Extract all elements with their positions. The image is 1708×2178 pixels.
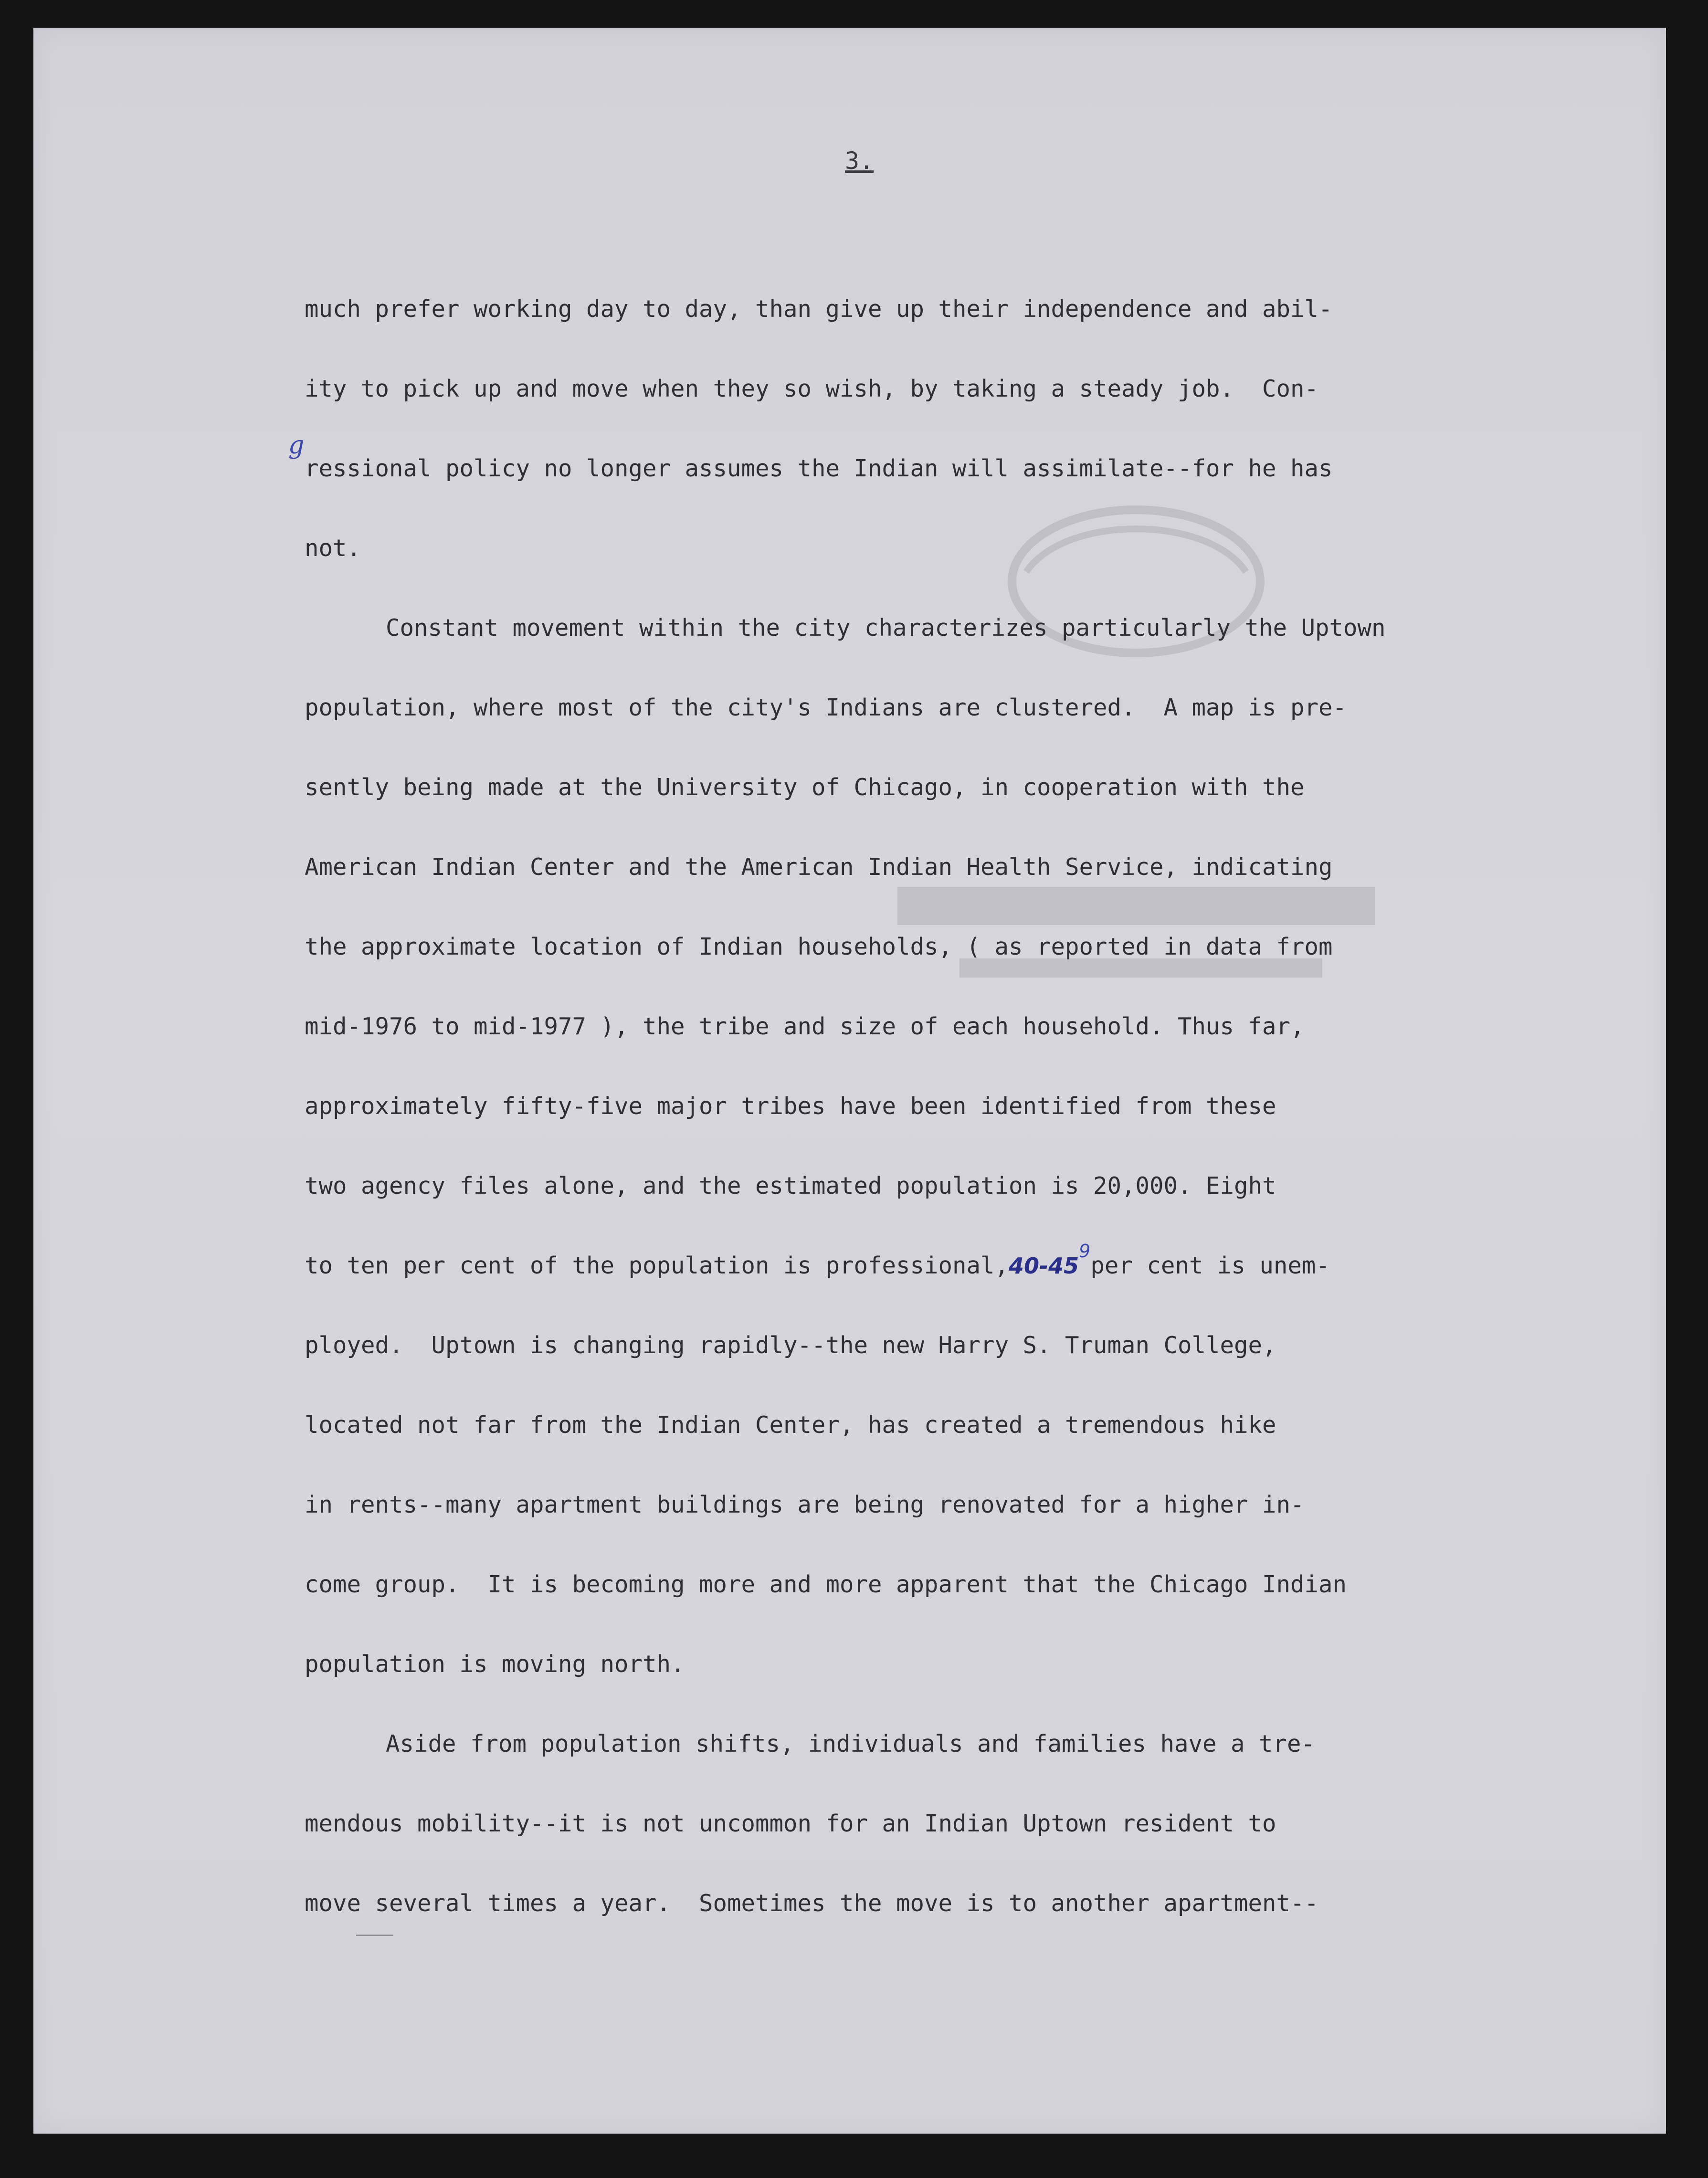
paragraph-start-line: Aside from population shifts, individuals and families have a tre-: [386, 1730, 1316, 1757]
paper-sheet: [33, 28, 1666, 2134]
text-line: mid-1976 to mid-1977 ), the tribe and size of each household. Thus far,: [305, 1013, 1305, 1040]
handwritten-superscript: 9: [1079, 1241, 1091, 1262]
text-line: located not far from the Indian Center, has created a tremendous hike: [305, 1411, 1276, 1439]
text-line: ressional policy no longer assumes the Indian will assimilate--for he has: [305, 455, 1333, 482]
text-line: ployed. Uptown is changing rapidly--the new Harry S. Truman College,: [305, 1332, 1276, 1359]
text-line-with-handwritten-insert: [305, 1226, 1603, 1305]
typed-body-text: [305, 269, 1603, 1943]
text-line: two agency files alone, and the estimated population is 20,000. Eight: [305, 1172, 1276, 1199]
paragraph-start-line: Constant movement within the city characterizes particularly the Uptown: [386, 614, 1386, 642]
text-segment: to ten per cent of the population is professional,: [305, 1252, 1009, 1279]
text-line: American Indian Center and the American Indian Health Service, indicating: [305, 853, 1333, 881]
text-line: much prefer working day to day, than give up their independence and abil-: [305, 295, 1333, 323]
handwritten-insert: 40-45: [1009, 1253, 1079, 1279]
handwritten-margin-correction: g: [288, 431, 305, 460]
text-line: come group. It is becoming more and more apparent that the Chicago Indian: [305, 1571, 1347, 1598]
text-line: not.: [305, 535, 361, 562]
page-number: 3.: [845, 147, 874, 175]
text-line: the approximate location of Indian households, ( as reported in data from: [305, 933, 1333, 960]
text-line: mendous mobility--it is not uncommon for an Indian Uptown resident to: [305, 1810, 1276, 1837]
stray-pen-mark: [356, 1935, 393, 1936]
text-segment: per cent is unem-: [1090, 1252, 1330, 1279]
text-line: population, where most of the city's Indians are clustered. A map is pre-: [305, 694, 1347, 721]
text-line: approximately fifty-five major tribes have been identified from these: [305, 1093, 1276, 1120]
text-line: ity to pick up and move when they so wish, by taking a steady job. Con-: [305, 375, 1319, 402]
text-line: sently being made at the University of Chicago, in cooperation with the: [305, 774, 1305, 801]
text-line: population is moving north.: [305, 1651, 685, 1678]
text-line: move several times a year. Sometimes the move is to another apartment--: [305, 1890, 1319, 1917]
text-line: in rents--many apartment buildings are being renovated for a higher in-: [305, 1491, 1305, 1518]
